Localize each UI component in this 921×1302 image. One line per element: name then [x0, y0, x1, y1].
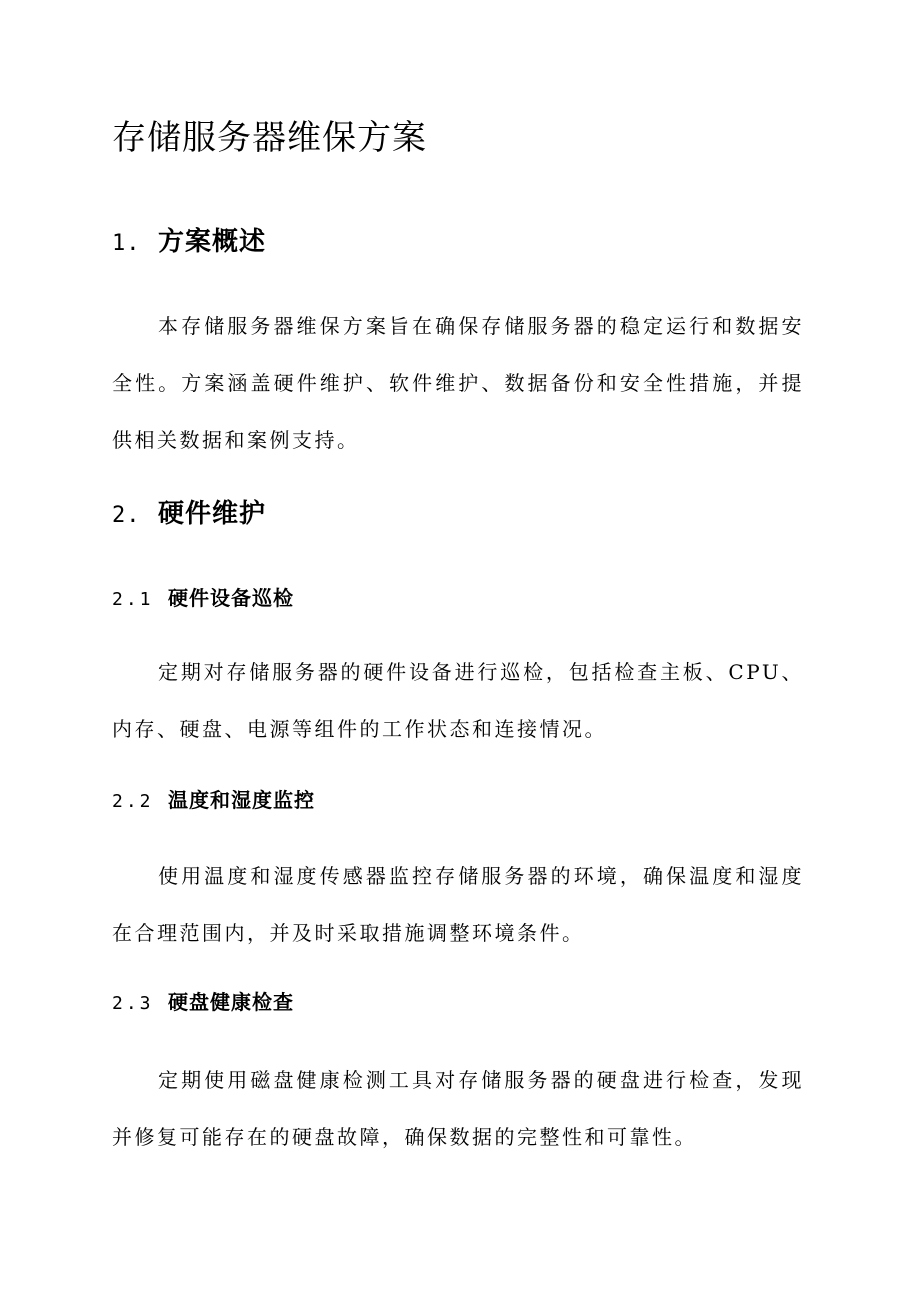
section-heading-overview	[112, 222, 266, 264]
subsection-title: 硬盘健康检查	[168, 990, 294, 1014]
section-paragraph-overview: 本存储服务器维保方案旨在确保存储服务器的稳定运行和数据安全性。方案涵盖硬件维护、软件维护、数据备份和安全性措施，并提供相关数据和案例支持。	[112, 314, 804, 452]
section-number: 1.	[112, 231, 141, 256]
subsection-number: 2.1	[112, 589, 154, 610]
subsection-number: 2.3	[112, 993, 154, 1014]
subsection-paragraph-temperature: 使用温度和湿度传感器监控存储服务器的环境，确保温度和湿度在合理范围内，并及时采取措施调整环境条件。	[112, 864, 804, 945]
section-number: 2.	[112, 503, 141, 528]
subsection-number: 2.2	[112, 791, 154, 812]
section-title: 方案概述	[158, 227, 267, 257]
subsection-heading-disk-health	[112, 986, 294, 1020]
document-title: 存储服务器维保方案	[112, 118, 427, 158]
subsection-heading-temperature	[112, 784, 315, 818]
section-heading-hardware	[112, 494, 266, 536]
subsection-title: 硬件设备巡检	[168, 586, 294, 610]
subsection-heading-inspection	[112, 582, 294, 616]
subsection-title: 温度和湿度监控	[168, 788, 315, 812]
subsection-paragraph-inspection: 定期对存储服务器的硬件设备进行巡检，包括检查主板、CPU、内存、硬盘、电源等组件的工作状态和连接情况。	[112, 660, 804, 741]
subsection-paragraph-disk-health: 定期使用磁盘健康检测工具对存储服务器的硬盘进行检查，发现并修复可能存在的硬盘故障，确保数据的完整性和可靠性。	[112, 1068, 804, 1149]
section-title: 硬件维护	[158, 499, 267, 529]
